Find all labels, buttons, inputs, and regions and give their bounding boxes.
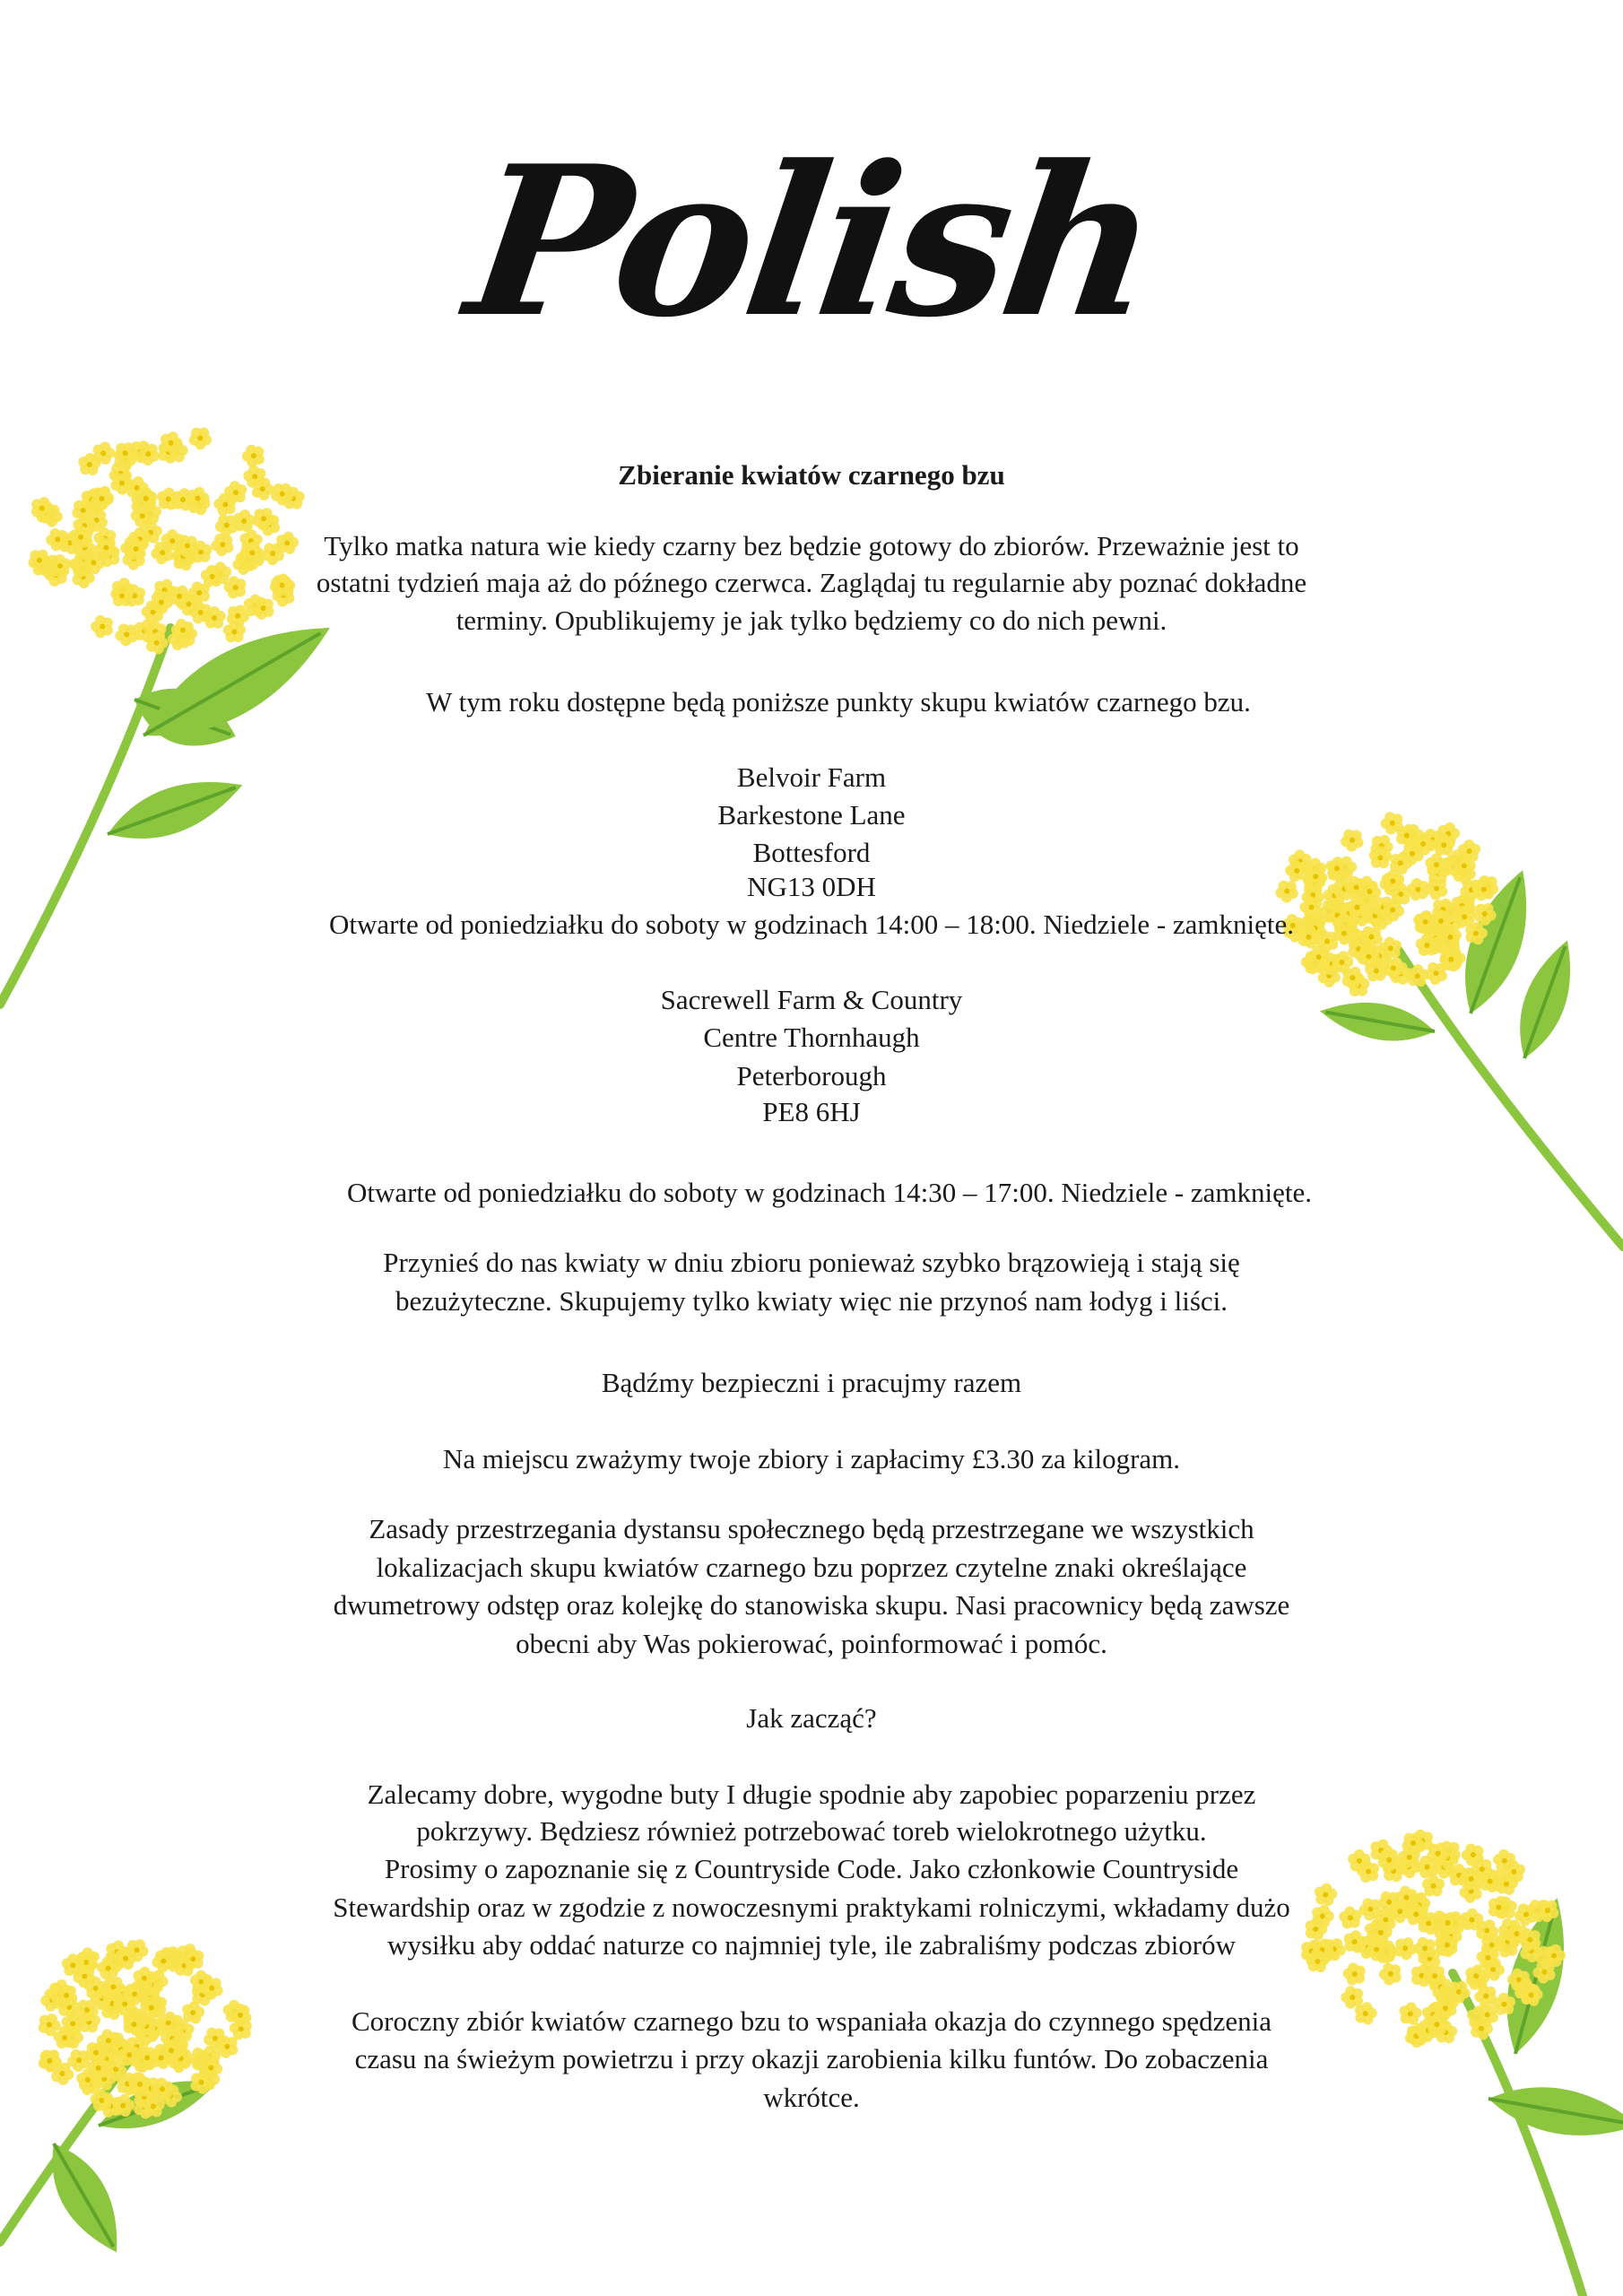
flower-center — [1339, 960, 1344, 965]
flower-center — [166, 496, 171, 501]
location1-address-line: Bottesford — [752, 837, 871, 868]
flower-center — [1473, 1973, 1479, 1979]
location1-address-line: NG13 0DH — [747, 871, 876, 902]
distancing-line: obecni aby Was pokierować, poinformować i pomóc. — [516, 1628, 1107, 1659]
flower-center — [99, 496, 104, 501]
petal — [200, 1984, 211, 1995]
flower-center — [1352, 1971, 1358, 1977]
flower-center — [1415, 973, 1420, 978]
intro-line: ostatni tydzień maja aż do późnego czerwca. Zaglądaj tu regularnie aby poznać dokładne — [316, 567, 1307, 598]
flower-center — [142, 1976, 147, 1981]
distancing-line: Zasady przestrzegania dystansu społecznego będą przestrzegane we wszystkich — [369, 1513, 1254, 1544]
location2-address-line: Sacrewell Farm & Country — [660, 984, 963, 1015]
flower-center — [1541, 1970, 1547, 1975]
flower-center — [132, 1991, 137, 1996]
advice-line: Stewardship oraz w zgodzie z nowoczesnymi praktykami rolniczymi, wkładamy dużo — [333, 1892, 1290, 1923]
intro-line: terminy. Opublikujemy je jak tylko będziemy co do nich pewni. — [456, 604, 1167, 636]
flower-center — [100, 450, 106, 456]
heading: Zbieranie kwiatów czarnego bzu — [618, 459, 1005, 491]
start-heading: Jak zacząć? — [746, 1702, 877, 1734]
flower-center — [145, 451, 151, 457]
petal — [145, 1971, 156, 1982]
advice-line: wysiłku aby oddać naturze co najmniej tyle, ile zabraliśmy podczas zbiorów — [386, 1929, 1237, 1961]
flower-center — [222, 502, 228, 508]
flower-center — [1516, 1977, 1522, 1982]
bring-line: Przynieś do nas kwiaty w dniu zbioru ponieważ szybko brązowieją i stają się — [383, 1247, 1240, 1278]
flower-center — [209, 1986, 214, 1991]
flower-center — [224, 523, 230, 528]
flower-center — [70, 1962, 75, 1968]
closing-line: Coroczny zbiór kwiatów czarnego bzu to wspaniała okazja do czynnego spędzenia — [351, 2005, 1272, 2037]
flower-center — [123, 450, 128, 456]
location1-address-line: Barkestone Lane — [717, 799, 906, 831]
location2-address-line: PE8 6HJ — [762, 1096, 861, 1127]
closing-line: czasu na świeżym powietrzu i przy okazji zarobienia kilku funtów. Do zobaczenia — [354, 2043, 1269, 2074]
location1-address-line: Belvoir Farm — [736, 761, 887, 793]
flower-center — [1388, 945, 1393, 951]
closing-line: wkrótce. — [763, 2082, 860, 2113]
flower-center — [261, 516, 266, 521]
petal — [135, 517, 145, 527]
advice-line: pokrzywy. Będziesz również potrzebować toreb wielokrotnego użytku. — [416, 1815, 1207, 1847]
price-line: Na miejscu zważymy twoje zbiory i zapłacimy £3.30 za kilogram. — [442, 1443, 1181, 1474]
flower-center — [1374, 968, 1379, 973]
flower-center — [39, 506, 45, 511]
flower-center — [1388, 1971, 1393, 1977]
location2-address-line: Centre Thornhaugh — [703, 1022, 920, 1053]
petal — [1527, 1984, 1538, 1995]
flower-center — [143, 496, 149, 501]
safety-line: Bądźmy bezpieczni i pracujmy razem — [601, 1367, 1022, 1398]
flower-center — [93, 1986, 99, 1991]
flower-center — [64, 1993, 69, 1998]
flower-center — [1432, 1973, 1437, 1979]
bring-line: bezużyteczne. Skupujemy tylko kwiaty więc nie przynoś nam łodyg i liści. — [395, 1285, 1228, 1317]
flower-center — [82, 1974, 87, 1979]
flower-center — [180, 497, 186, 502]
flower-center — [241, 518, 247, 524]
flower-center — [1456, 1989, 1462, 1995]
location2-address-line: Peterborough — [736, 1060, 887, 1091]
intro-line: Tylko matka natura wie kiedy czarny bez będzie gotowy do zbiorów. Przeważnie jest to — [324, 530, 1299, 561]
flower-center — [195, 496, 201, 501]
flower-center — [1424, 943, 1429, 948]
distancing-line: lokalizacjach skupu kwiatów czarnego bzu poprzez czytelne znaki określające — [376, 1552, 1247, 1583]
petal — [265, 515, 275, 526]
location1-hours: Otwarte od poniedziałku do soboty w godzinach 14:00 – 18:00. Niedziele - zamknięte. — [328, 909, 1295, 940]
flower-center — [1483, 1994, 1488, 1999]
advice-line: Zalecamy dobre, wygodne buty I długie spodnie aby zapobiec poparzeniu przez — [367, 1779, 1256, 1810]
flower-center — [1350, 1995, 1355, 2000]
petal — [1369, 952, 1380, 963]
points-intro: W tym roku dostępne będą poniższe punkty skupu kwiatów czarnego bzu. — [426, 686, 1251, 718]
flower-center — [1391, 965, 1396, 970]
flower-center — [140, 513, 145, 518]
flower-center — [169, 440, 174, 446]
flower-center — [197, 435, 203, 440]
flower-center — [1350, 975, 1356, 980]
flower-center — [106, 1966, 111, 1971]
page-title: Polish — [456, 121, 1167, 363]
flower-center — [1529, 1992, 1534, 1997]
flower-center — [1448, 957, 1454, 962]
flower-center — [1434, 970, 1439, 976]
flower-center — [154, 640, 160, 646]
flower-center — [1366, 954, 1371, 960]
location2-hours: Otwarte od poniedziałku do soboty w godzinach 14:30 – 17:00. Niedziele - zamknięte. — [346, 1177, 1313, 1208]
distancing-line: dwumetrowy odstęp oraz kolejkę do stanowiska skupu. Nasi pracownicy będą zawsze — [333, 1589, 1290, 1621]
advice-line: Prosimy o zapoznanie się z Countryside Code. Jako członkowie Countryside — [384, 1853, 1239, 1884]
petal — [1348, 1962, 1358, 1973]
flower-center — [1316, 954, 1322, 960]
